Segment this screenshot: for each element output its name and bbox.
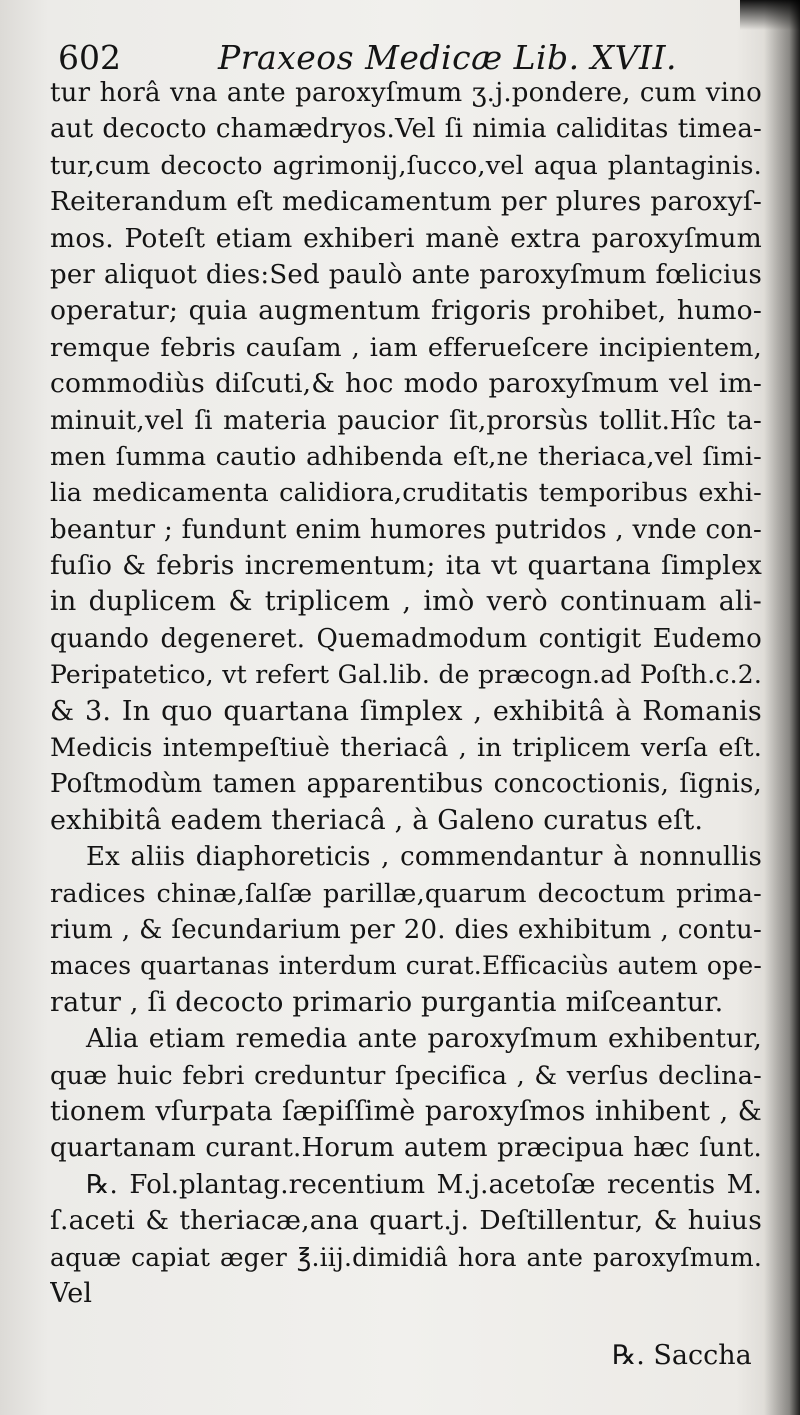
text-line: Peripatetico, vt refert Gal.lib. de præcogn.ad Poſth.c.2. [50, 660, 762, 690]
text-line: tur horâ vna ante paroxyſmum ʒ.j.pondere, cum vino [50, 78, 762, 108]
body-text [50, 75, 762, 1312]
text-line: Alia etiam remedia ante paroxyſmum exhibentur, [86, 1023, 762, 1055]
text-line: quartanam curant.Horum autem præcipua hæc ſunt. [50, 1133, 762, 1164]
gutter-shadow [764, 0, 800, 1415]
text-line: minuit,vel ſi materia paucior ſit,prorsùs tollit.Hîc ta- [50, 405, 762, 436]
text-line: radices chinæ,ſalſæ parillæ,quarum decoctum prima- [50, 878, 762, 909]
text-line: aquæ capiat æger ℥.iij.dimidiâ hora ante paroxyſmum. [50, 1242, 762, 1272]
text-line: ratur , ſi decocto primario purgantia miſceantur. [50, 986, 724, 1018]
text-line: Medicis intempeſtiuè theriacâ , in triplicem verſa eſt. [50, 733, 762, 764]
text-line: operatur; quia augmentum frigoris prohibet, humo- [50, 295, 762, 327]
text-line: Poſtmodùm tamen apparentibus concoctionis, ſignis, [50, 769, 762, 800]
text-line: ſ.aceti & theriacæ,ana quart.j. Deſtillentur, & huius [50, 1205, 762, 1237]
text-line: Ex aliis diaphoreticis , commendantur à nonnullis [86, 842, 762, 873]
text-line: ℞. Fol.plantag.recentium M.j.acetoſæ recentis M. [86, 1169, 762, 1200]
text-line: men ſumma cautio adhibenda eſt,ne theriaca,vel ſimi- [50, 441, 762, 472]
text-line: remque febris cauſam , iam efferueſcere incipientem, [50, 332, 762, 363]
page-number: 602 [58, 38, 121, 77]
text-line: & 3. In quo quartana ſimplex , exhibitâ à Romanis [50, 695, 762, 727]
text-line: commodiùs diſcuti,& hoc modo paroxyſmum vel im- [50, 368, 762, 400]
text-line: mos. Poteſt etiam exhiberi manè extra paroxyſmum [50, 222, 762, 254]
text-line: in duplicem & triplicem , imò verò continuam ali- [50, 586, 762, 618]
text-line: exhibitâ eadem theriacâ , à Galeno curatus eſt. [50, 804, 704, 836]
text-line: quæ huic febri creduntur ſpecifica , & verſus declina- [50, 1060, 762, 1091]
text-line: quando degeneret. Quemadmodum contigit Eudemo [50, 623, 762, 654]
catchword: ℞. Saccha [612, 1340, 752, 1371]
text-line: rium , & ſecundarium per 20. dies exhibitum , contu- [50, 914, 762, 945]
text-line: tionem vſurpata ſæpiſſimè paroxyſmos inhibent , & [50, 1095, 762, 1127]
text-line: beantur ; fundunt enim humores putridos , vnde con- [50, 514, 762, 545]
running-title: Praxeos Medicæ Lib. XVII. [218, 38, 678, 77]
text-line: Reiterandum eſt medicamentum per plures paroxyſ- [50, 186, 762, 218]
text-line: lia medicamenta calidiora,cruditatis temporibus exhi- [50, 478, 762, 509]
text-line: per aliquot dies:Sed paulò ante paroxyſmum fœlicius [50, 259, 762, 290]
text-line: tur,cum decocto agrimonij,ſucco,vel aqua plantaginis. [50, 150, 762, 181]
text-line: maces quartanas interdum curat.Efficaciùs autem ope- [50, 951, 762, 981]
text-line: Vel [50, 1277, 93, 1309]
text-line: fuſio & febris incrementum; ita vt quartana ſimplex [50, 550, 762, 582]
text-line: aut decocto chamædryos.Vel ſi nimia caliditas timea- [50, 114, 762, 145]
